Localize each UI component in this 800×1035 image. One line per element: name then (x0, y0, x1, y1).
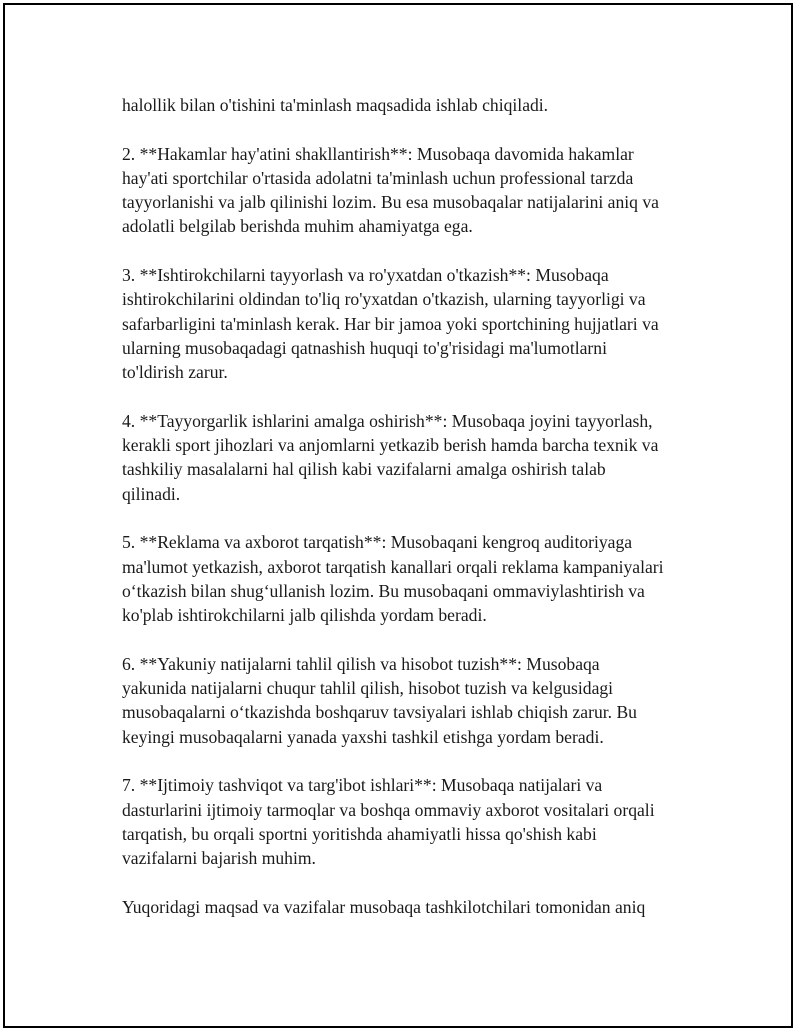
page-frame (3, 3, 793, 1028)
list-item-2: 2. **Hakamlar hay'atini shakllantirish**: Musobaqa davomida hakamlar hay'ati sportchilar o'rtasida adolatni ta'minlash uchun professional tarzda tayyorlanishi va jalb qilinishi lozim. Bu esa musobaqalar natijalarini aniq va adolatli belgilab berishda muhim ahamiyatga ega. (122, 143, 659, 237)
paragraph-continuation: halollik bilan o'tishini ta'minlash maqsadida ishlab chiqiladi. (122, 95, 549, 115)
closing-paragraph: Yuqoridagi maqsad va vazifalar musobaqa tashkilotchilari tomonidan aniq (122, 896, 646, 917)
list-item-3: 3. **Ishtirokchilarni tayyorlash va ro'yxatdan o'tkazish**: Musobaqa ishtirokchilarini oldindan to'liq ro'yxatdan o'tkazish, ularning tayyorligi va safarbarligini ta'minlash kerak. Har bir jamoa yoki sportchining hujjatlari va ularning musobaqadagi qatnashish huquqi to'g'risidagi ma'lumotlarni to'ldirish zarur. (122, 265, 659, 383)
document-body (122, 93, 702, 943)
list-item-7: 7. **Ijtimoiy tashviqot va targ'ibot ishlari**: Musobaqa natijalari va dasturlarini ijtimoiy tarmoqlar va boshqa ommaviy axborot vositalari orqali tarqatish, bu orqali sportni yoritishda ahamiyatli hissa qo'shish kabi vazifalarni bajarish muhim. (122, 775, 655, 869)
list-item-6: 6. **Yakuniy natijalarni tahlil qilish va hisobot tuzish**: Musobaqa yakunida natijalarni chuqur tahlil qilish, hisobot tuzish va kelgusidagi musobaqalarni o‘tkazishda boshqaruv tavsiyalari ishlab chiqish zarur. Bu keyingi musobaqalarni yanada yaxshi tashkil etishga yordam beradi. (122, 653, 637, 747)
list-item-5: 5. **Reklama va axborot tarqatish**: Musobaqani kengroq auditoriyaga ma'lumot yetkazish, axborot tarqatish kanallari orqali reklama kampaniyalari o‘tkazish bilan shug‘ullanish lozim. Bu musobaqani ommaviylashtirish va ko'plab ishtirokchilarni jalb qilishda yordam beradi. (122, 532, 664, 626)
list-item-4: 4. **Tayyorgarlik ishlarini amalga oshirish**: Musobaqa joyini tayyorlash, kerakli sport jihozlari va anjomlarni yetkazib berish hamda barcha texnik va tashkiliy masalalarni hal qilish kabi vazifalarni amalga oshirish talab qilinadi. (122, 410, 659, 504)
